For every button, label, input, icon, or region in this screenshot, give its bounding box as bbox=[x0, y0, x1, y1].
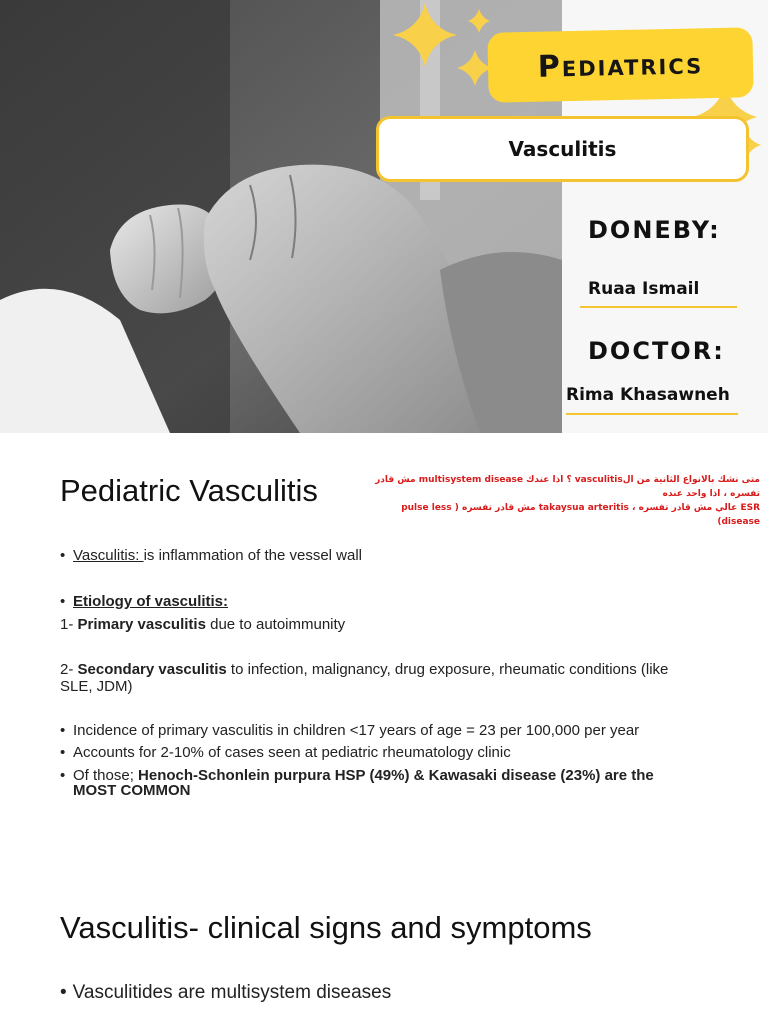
of-those-bullet-line-2: MOST COMMON bbox=[73, 782, 191, 799]
sparkle-icon bbox=[468, 8, 490, 34]
author-underline bbox=[580, 306, 737, 308]
doctor-underline bbox=[566, 413, 738, 415]
multisystem-bullet: • Vasculitides are multisystem diseases bbox=[60, 982, 391, 1004]
secondary-vasculitis-line-2: SLE, JDM) bbox=[60, 678, 133, 695]
doctor-name: Rima Khasawneh bbox=[566, 385, 730, 405]
doctor-label: DOCTOR: bbox=[588, 337, 725, 365]
slide-title: Vasculitis- clinical signs and symptoms bbox=[60, 910, 592, 945]
done-by-label: DONEBY: bbox=[588, 216, 721, 244]
secondary-vasculitis-line: 2- Secondary vasculitis to infection, malignancy, drug exposure, rheumatic conditions (like bbox=[60, 661, 669, 678]
cover-slide bbox=[0, 0, 768, 433]
slide-pediatric-vasculitis: Pediatric Vasculitis متى نشك بالانواع الثانية من الvasculitis ؟ اذا عندك multisystem disease مش قادر تفسره ، اذا واحد عنده ESR عالي مش قادر تفسره ، takaysua arteritis مش قادر تفسره ( pulse less disease) Vasculitis: is inflammation of the vessel wall Etiology of vasculitis: 1- Primary vasculitis due to autoimmunity 2- Secondary vasculitis to infection, malignancy, drug exposure, rheumatic conditions (like SLE, JDM) Incidence of primary vasculitis in children <17 years of age = 23 per 100,000 per year Accounts for 2-10% of cases seen at pediatric rheumatology clinic Of those; Henoch-Schonlein purpura HSP (49%) & Kawasaki disease (23%) are the MOST COMMON bbox=[60, 473, 760, 799]
author-name: Ruaa Ismail bbox=[588, 279, 700, 299]
slide-title: Pediatric Vasculitis bbox=[60, 473, 318, 508]
arabic-annotation: متى نشك بالانواع الثانية من الvasculitis ؟ اذا عندك multisystem disease مش قادر تفسره ، اذا واحد عنده ESR عالي مش قادر تفسره ، takaysua arteritis مش قادر تفسره ( pulse less disease) bbox=[375, 475, 760, 527]
cover-title: Pediatrics bbox=[487, 27, 753, 103]
slide-clinical-signs bbox=[0, 880, 768, 1024]
cover-subtitle: Vasculitis bbox=[376, 116, 749, 182]
primary-vasculitis-line: 1- Primary vasculitis due to autoimmunity bbox=[60, 616, 346, 633]
